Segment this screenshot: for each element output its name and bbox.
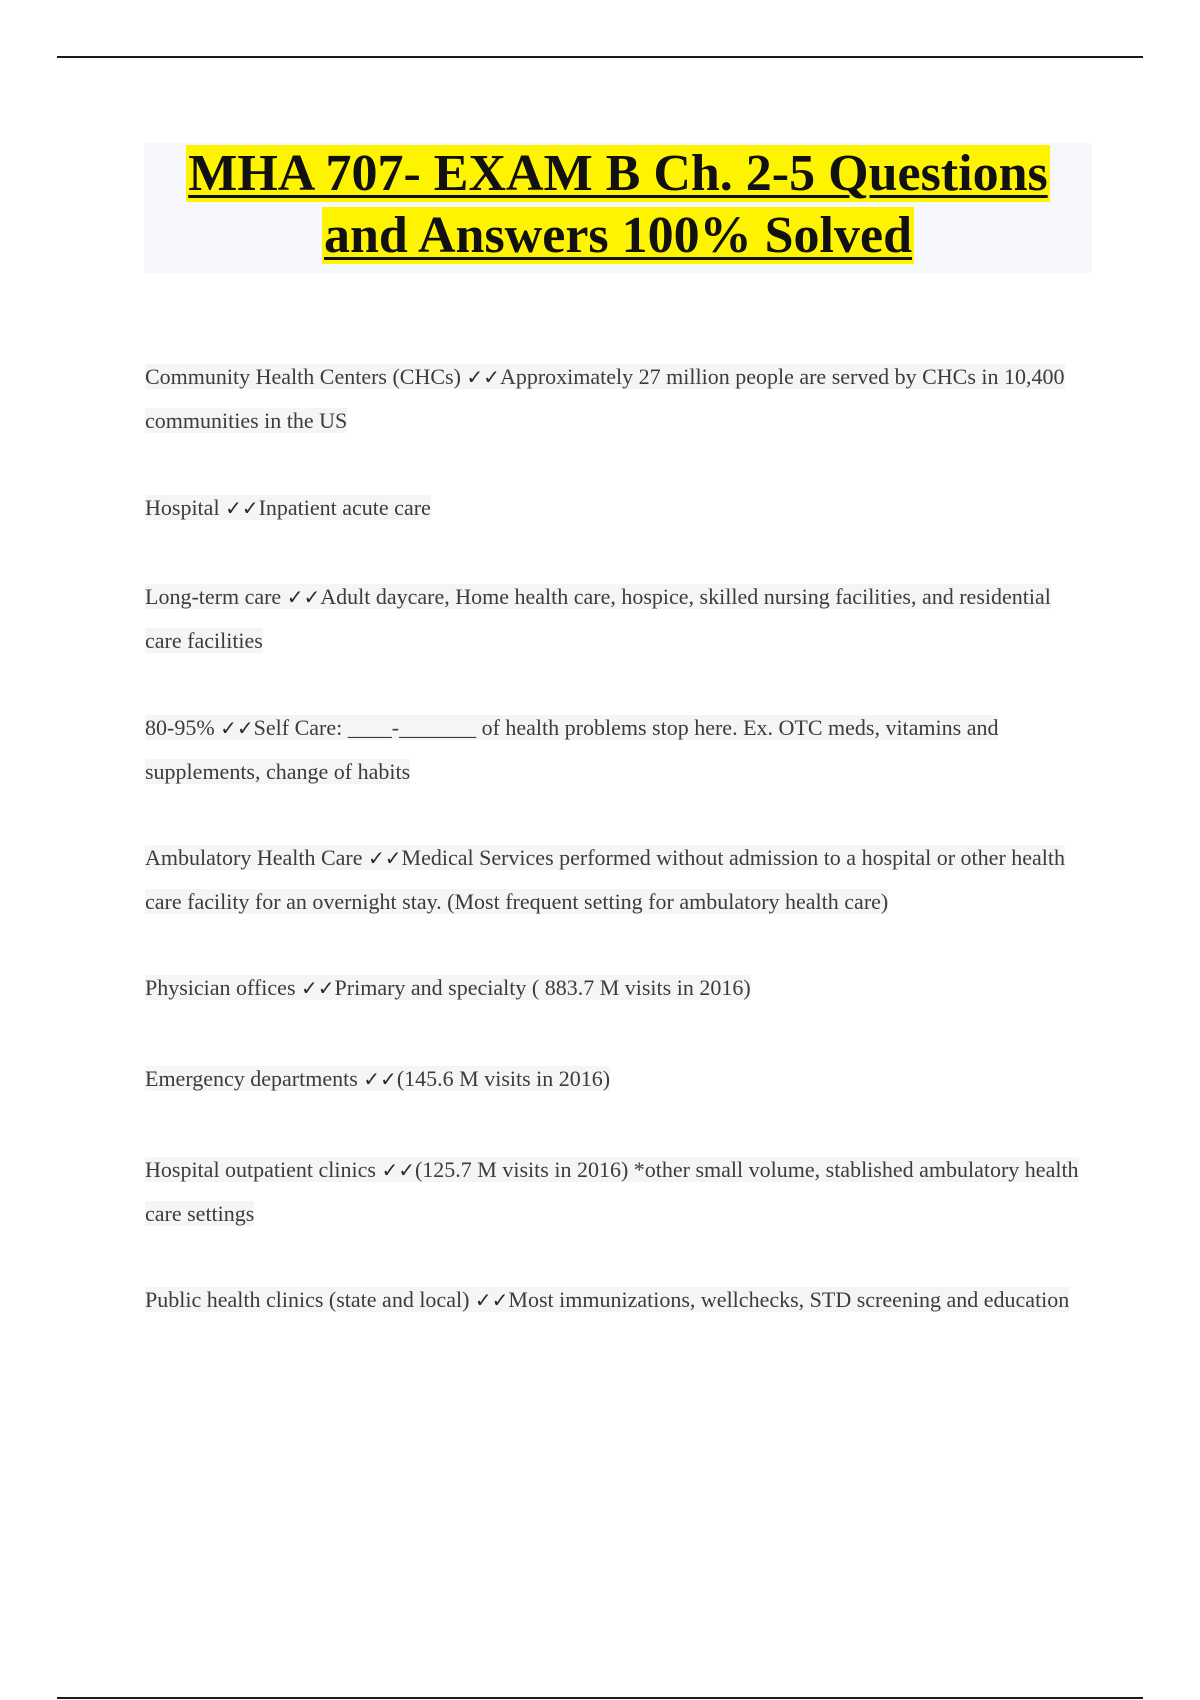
qa-term: Hospital — [145, 495, 220, 520]
double-check-icon: ✓✓ — [466, 365, 500, 389]
qa-term: Public health clinics (state and local) — [145, 1287, 470, 1312]
title-line-1: MHA 707- EXAM B Ch. 2-5 Questions — [188, 145, 1048, 202]
qa-item — [145, 1057, 1090, 1101]
double-check-icon: ✓✓ — [381, 1158, 415, 1182]
qa-term: Emergency departments — [145, 1066, 358, 1091]
qa-item — [145, 706, 1090, 794]
qa-item — [145, 355, 1090, 443]
qa-answer: Adult daycare, Home health care, hospice, skilled nursing facilities, and residential care facilities — [145, 584, 1051, 653]
qa-answer: Inpatient acute care — [258, 495, 431, 520]
document-title — [144, 143, 1092, 273]
qa-answer: Primary and specialty ( 883.7 M visits in 2016) — [334, 975, 751, 1000]
qa-term: 80-95% — [145, 715, 215, 740]
qa-term: Physician offices — [145, 975, 296, 1000]
double-check-icon: ✓✓ — [220, 716, 254, 740]
double-check-icon: ✓✓ — [301, 976, 335, 1000]
qa-answer: (145.6 M visits in 2016) — [396, 1066, 611, 1091]
qa-term: Community Health Centers (CHCs) — [145, 364, 461, 389]
double-check-icon: ✓✓ — [286, 585, 321, 609]
bottom-rule — [57, 1697, 1143, 1699]
qa-answer: Medical Services performed without admission to a hospital or other health care facility for an overnight stay. (Most frequent setting for ambulatory health care) — [145, 845, 1066, 914]
double-check-icon: ✓✓ — [225, 496, 259, 520]
qa-answer: (125.7 M visits in 2016) *other small volume, stablished ambulatory health care settings — [145, 1157, 1079, 1226]
top-rule — [57, 56, 1143, 58]
qa-list — [145, 355, 1090, 1322]
qa-term: Long-term care — [145, 584, 282, 609]
qa-item — [145, 1148, 1090, 1236]
qa-term: Ambulatory Health Care — [145, 845, 363, 870]
qa-answer: Self Care: ____-_______ of health problems stop here. Ex. OTC meds, vitamins and supplements, change of habits — [145, 715, 999, 784]
title-line-2: and Answers 100% Solved — [324, 207, 912, 264]
double-check-icon: ✓✓ — [363, 1067, 397, 1091]
qa-item — [145, 575, 1090, 663]
double-check-icon: ✓✓ — [368, 846, 402, 870]
qa-item — [145, 486, 1090, 530]
qa-item — [145, 966, 1090, 1010]
qa-answer: Approximately 27 million people are served by CHCs in 10,400 communities in the US — [145, 364, 1065, 433]
qa-answer: Most immunizations, wellchecks, STD screening and education — [508, 1287, 1070, 1312]
qa-term: Hospital outpatient clinics — [145, 1157, 376, 1182]
qa-item — [145, 1278, 1090, 1322]
double-check-icon: ✓✓ — [474, 1288, 509, 1312]
qa-item — [145, 836, 1090, 924]
